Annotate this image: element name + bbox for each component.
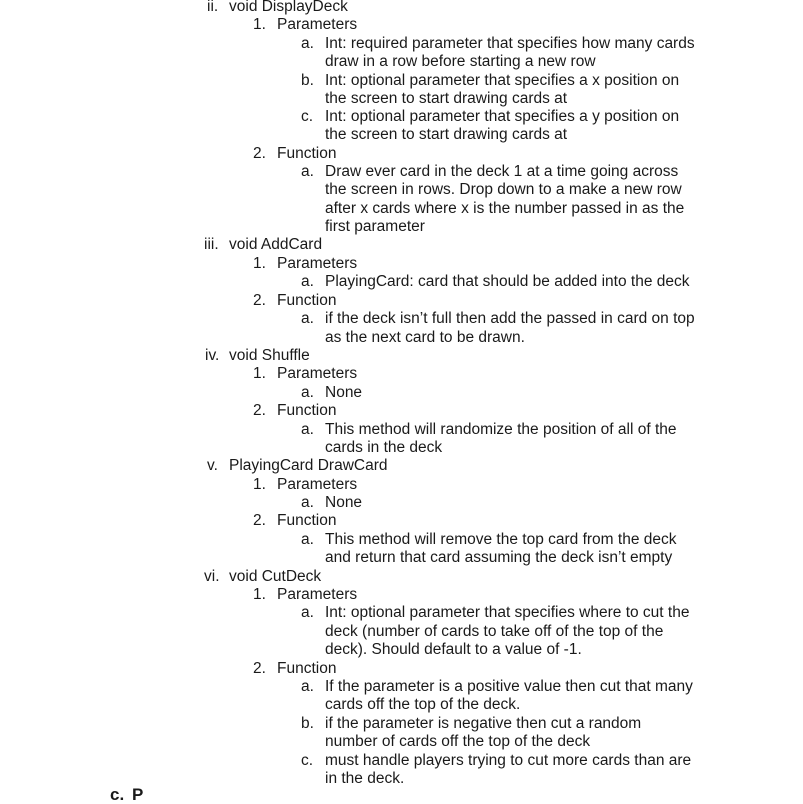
list-marker: a.	[301, 163, 314, 180]
list-marker: 2.	[253, 145, 266, 162]
list-marker: 1.	[253, 586, 266, 603]
list-item-text: number of cards off the top of the deck	[325, 733, 591, 750]
list-marker: b.	[301, 715, 314, 732]
list-item-text: must handle players trying to cut more cards than are	[325, 752, 692, 769]
list-marker: v.	[207, 457, 218, 474]
list-marker: a.	[301, 604, 314, 621]
list-marker: a.	[301, 273, 314, 290]
list-item-text: None	[325, 384, 363, 401]
list-marker: iv.	[205, 347, 220, 364]
list-marker: a.	[301, 310, 314, 327]
list-marker: 2.	[253, 660, 266, 677]
list-marker: a.	[301, 384, 314, 401]
list-item-text: the screen to start drawing cards at	[325, 126, 568, 143]
list-marker: iii.	[204, 236, 219, 253]
list-item-text: as the next card to be drawn.	[325, 329, 525, 346]
list-marker: a.	[301, 531, 314, 548]
list-marker: 1.	[253, 365, 266, 382]
list-marker: b.	[301, 72, 314, 89]
list-marker: 1.	[253, 16, 266, 33]
list-marker: c.	[110, 785, 125, 804]
list-item-text: cards off the top of the deck.	[325, 696, 521, 713]
list-item-text: draw in a row before starting a new row	[325, 53, 596, 70]
list-marker: 1.	[253, 476, 266, 493]
list-item-text: Int: required parameter that specifies how many cards	[325, 35, 695, 52]
section-label: Parameters	[277, 586, 358, 603]
method-title: void CutDeck	[229, 568, 322, 585]
list-marker: 1.	[253, 255, 266, 272]
section-label: Parameters	[277, 476, 358, 493]
list-marker: 2.	[253, 402, 266, 419]
list-item-text: Int: optional parameter that specifies a y position on	[325, 108, 680, 125]
section-heading: P	[132, 785, 144, 804]
section-label: Parameters	[277, 255, 358, 272]
list-item-text: Int: optional parameter that specifies where to cut the	[325, 604, 690, 621]
list-item-text: None	[325, 494, 363, 511]
section-label: Function	[277, 660, 337, 677]
list-item-text: This method will randomize the position of all of the	[325, 421, 677, 438]
list-marker: a.	[301, 678, 314, 695]
method-title: void Shuffle	[229, 347, 310, 364]
method-title: PlayingCard DrawCard	[229, 457, 388, 474]
section-label: Parameters	[277, 16, 358, 33]
list-item-text: Draw ever card in the deck 1 at a time going across	[325, 163, 679, 180]
list-marker: a.	[301, 35, 314, 52]
list-marker: c.	[301, 752, 314, 769]
list-item-text: This method will remove the top card from the deck	[325, 531, 677, 548]
list-item-text: and return that card assuming the deck isn’t empty	[325, 549, 673, 566]
list-item-text: If the parameter is a positive value then cut that many	[325, 678, 693, 695]
method-title: void AddCard	[229, 236, 323, 253]
list-item-text: deck (number of cards to take off of the top of the	[325, 623, 664, 640]
section-label: Function	[277, 145, 337, 162]
list-marker: ii.	[207, 0, 219, 15]
section-label: Function	[277, 512, 337, 529]
method-title: void DisplayDeck	[229, 0, 348, 15]
list-item-text: if the parameter is negative then cut a random	[325, 715, 642, 732]
section-label: Function	[277, 292, 337, 309]
list-item-text: first parameter	[325, 218, 425, 235]
clipped-next-item	[100, 785, 160, 804]
list-marker: a.	[301, 494, 314, 511]
list-marker: 2.	[253, 512, 266, 529]
list-item-text: if the deck isn’t full then add the passed in card on top	[325, 310, 695, 327]
list-item-text: Int: optional parameter that specifies a x position on	[325, 72, 680, 89]
list-item-text: the screen to start drawing cards at	[325, 90, 568, 107]
list-item-text: the screen in rows. Drop down to a make a new row	[325, 181, 682, 198]
section-label: Parameters	[277, 365, 358, 382]
list-marker: c.	[301, 108, 314, 125]
list-item-text: in the deck.	[325, 770, 405, 787]
list-marker: vi.	[204, 568, 220, 585]
list-item-text: after x cards where x is the number passed in as the	[325, 200, 685, 217]
section-label: Function	[277, 402, 337, 419]
list-item-text: deck). Should default to a value of -1.	[325, 641, 582, 658]
list-item-text: PlayingCard: card that should be added into the deck	[325, 273, 690, 290]
list-marker: a.	[301, 421, 314, 438]
list-item-text: cards in the deck	[325, 439, 443, 456]
list-marker: 2.	[253, 292, 266, 309]
